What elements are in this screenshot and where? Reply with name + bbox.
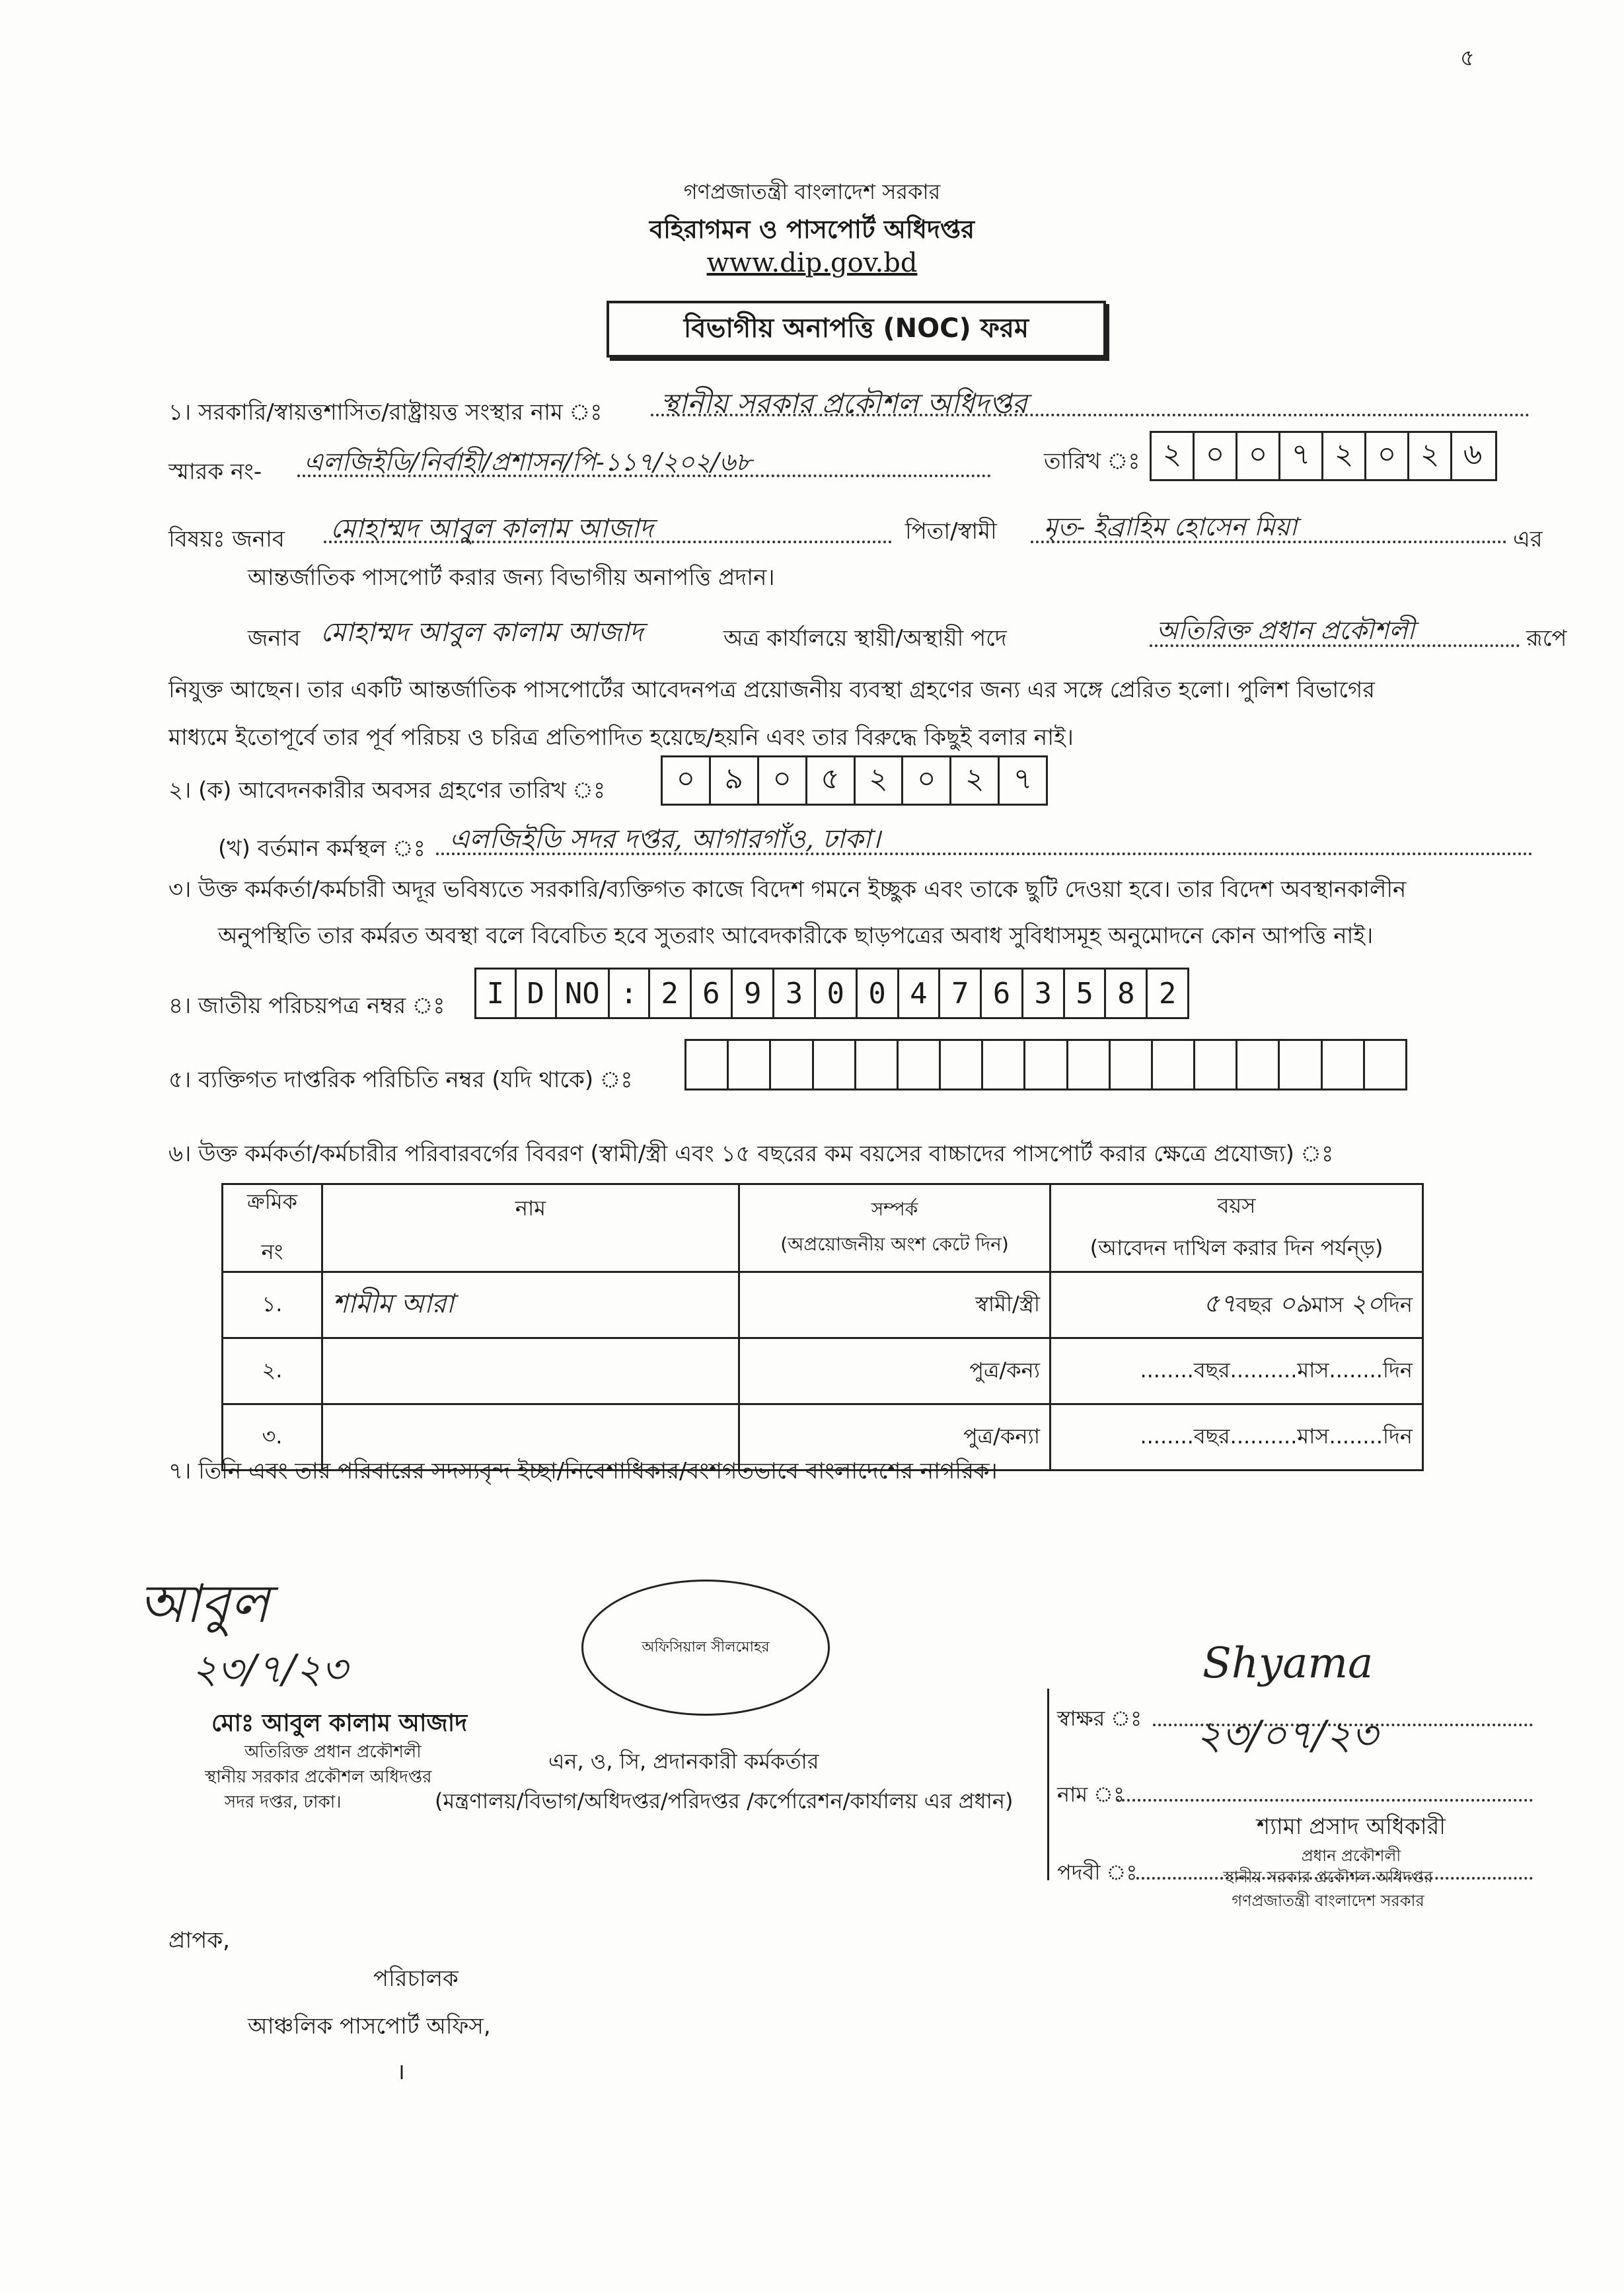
retire-date-boxes [661, 755, 1048, 806]
age-header [1051, 1184, 1423, 1272]
row-relation-text: স্বামী/স্ত্রী [975, 1291, 1040, 1317]
relation-header-2: (অপ্রয়োজনীয় অংশ কেটে দিন) [780, 1233, 1009, 1255]
retire-digit: ৫ [807, 757, 856, 804]
recipient-end: । [396, 2059, 405, 2085]
workplace-label: (খ) বর্তমান কর্মস্থল ঃ [218, 835, 425, 862]
body-suffix: রূপে [1526, 625, 1567, 652]
age-month-unit: মাস [1311, 1291, 1344, 1317]
row-serial: ১. [223, 1272, 322, 1338]
serial-header [223, 1184, 322, 1272]
memo-line [297, 475, 991, 477]
age-day-value: ২০ [1350, 1288, 1383, 1318]
nid-prefix-cell: I [476, 970, 517, 1017]
date-digit: ২ [1323, 433, 1366, 479]
issuer-post-stamp-3: গণপ্রজাতন্ত্রী বাংলাদেশ সরকার [1232, 1891, 1424, 1910]
retire-digit: ৭ [1013, 761, 1033, 796]
nid-digit: 2 [1158, 976, 1177, 1011]
recipient-office: আঞ্চলিক পাসপোর্ট অফিস, [248, 2013, 491, 2040]
age-month-unit: মাস [1297, 1357, 1329, 1383]
age-header-2: (আবেদন দাখিল করার দিন পর্যন্ড়) [1089, 1235, 1384, 1260]
age-month-unit: মাস [1297, 1423, 1329, 1449]
org-name-value: স্থানীয় সরকার প্রকৌশল অধিদপ্তর [661, 387, 1027, 420]
relation-header [739, 1184, 1051, 1272]
serial-header-2: নং [261, 1239, 283, 1264]
personal-id-cell [941, 1041, 983, 1089]
subject-name: মোহাম্মদ আবুল কালাম আজাদ [330, 514, 653, 544]
subject-name-line [324, 541, 892, 543]
personal-id-cell [1237, 1041, 1280, 1089]
row-relation [739, 1338, 1051, 1404]
date-digit: ৭ [1280, 433, 1323, 479]
personal-id-cell [771, 1041, 813, 1089]
subject-line2: আন্তর্জাতিক পাসপোর্ট করার জন্য বিভাগীয় অনাপত্তি প্রদান। [248, 564, 775, 591]
row-relation [739, 1272, 1051, 1338]
father-name: মৃত- ইব্রাহিম হোসেন মিয়া [1044, 512, 1298, 541]
recipient-title: পরিচালক [373, 1966, 459, 1992]
issuer-divider [1047, 1689, 1049, 1880]
seal-text: অফিসিয়াল সীলমোহর [642, 1638, 770, 1656]
retire-label: ২। (ক) আবেদনকারীর অবসর গ্রহণের তারিখ ঃ [168, 777, 606, 804]
recipient-label: প্রাপক, [168, 1927, 230, 1954]
memo-number: এলজিইডি/নির্বাহী/প্রশাসন/পি-১১৭/২০২/৬৮ [304, 447, 752, 477]
personal-id-cell [1111, 1041, 1153, 1089]
personal-id-cell [686, 1041, 729, 1089]
personal-id-cell [1153, 1041, 1195, 1089]
citizenship-statement: ৭। তিনি এবং তার পরিবারের সদস্যবৃন্দ ইচ্ছা/নিবেশাধিকার/বংশগতভাবে বাংলাদেশের নাগরিক। [168, 1458, 998, 1484]
serial-header-1: ক্রমিক [246, 1189, 298, 1214]
nid-digit: 3 [774, 970, 816, 1017]
issuer-post-stamp-1: প্রধান প্রকৌশলী [1301, 1847, 1401, 1865]
row-age [1051, 1272, 1423, 1338]
nid-digit: 4 [899, 970, 941, 1017]
date-digit: ০ [1195, 433, 1237, 479]
nid-label: ৪। জাতীয় পরিচয়পত্র নম্বর ঃ [168, 993, 445, 1019]
retire-digit: ০ [663, 757, 711, 804]
family-table [221, 1183, 1424, 1471]
memo-label: স্মারক নং- [168, 459, 262, 485]
nid-boxes [474, 968, 1189, 1019]
designation-line [1150, 644, 1520, 647]
name-header [322, 1184, 739, 1272]
nid-digit: 8 [1106, 970, 1148, 1017]
personal-id-cell [1068, 1041, 1111, 1089]
nid-digit: 9 [733, 970, 774, 1017]
name-label: নাম ঃ [1057, 1782, 1125, 1807]
row-age: ........বছর..........মাস........দিন [1051, 1404, 1423, 1471]
nid-digit: 2 [650, 970, 692, 1017]
date-digit: ২ [1409, 433, 1452, 479]
row-relation-text: পুত্র/কন্যা [963, 1423, 1040, 1449]
name-line [1117, 1799, 1533, 1802]
field3-line1: ৩। উক্ত কর্মকর্তা/কর্মচারী অদূর ভবিষ্যতে সরকারি/ব্যক্তিগত কাজে বিদেশ গমনে ইচ্ছুক এবং তাকে ছুটি দেওয়া হবে। তার বিদেশ অবস্থানকালীন [168, 876, 1407, 903]
personal-id-boxes [684, 1039, 1407, 1090]
retire-digit: ২ [951, 757, 1000, 804]
personal-id-cell [1280, 1041, 1322, 1089]
row-name: শামীম আরা [322, 1272, 739, 1338]
date-digit: ০ [1366, 433, 1409, 479]
nid-digit: 5 [1065, 970, 1107, 1017]
applicant-location: সদর দপ্তর, ঢাকা। [225, 1792, 342, 1812]
age-month-value: ০৯ [1278, 1288, 1312, 1318]
issuer-signature: Shyama [1202, 1639, 1374, 1688]
personal-id-cell [1025, 1041, 1068, 1089]
personal-id-cell [814, 1041, 856, 1089]
memo-date-boxes [1150, 431, 1497, 481]
page-mark: ৫ [1460, 45, 1475, 71]
post-label: পদবী ঃ [1057, 1860, 1138, 1885]
date-label: তারিখ ঃ [1044, 448, 1140, 475]
applicant-designation: অতিরিক্ত প্রধান প্রকৌশলী [244, 1742, 422, 1762]
subject-label: বিষয়ঃ জনাব [168, 526, 285, 553]
row-serial: ২. [223, 1338, 322, 1404]
official-seal [581, 1580, 830, 1716]
org-name-label: ১। সরকারি/স্বায়ত্তশাসিত/রাষ্ট্রায়ত্ত সংস্থার নাম ঃ [168, 399, 603, 426]
row-name [322, 1338, 739, 1404]
dept-name: বহিরাগমন ও পাসপোর্ট অধিদপ্তর [649, 215, 975, 244]
family-label: ৬। উক্ত কর্মকর্তা/কর্মচারীর পরিবারবর্গের বিবরণ (স্বামী/স্ত্রী এবং ১৫ বছরের কম বয়সের বাচ্চাদের পাসপোর্ট করার ক্ষেত্রে প্রযোজ্য) ঃ [168, 1141, 1334, 1167]
field3-line2: অনুপস্থিতি তার কর্মরত অবস্থা বলে বিবেচিত হবে সুতরাং আবেদকারীকে ছাড়পত্রের অবাধ সুবিধাসমূহ অনুমোদনে কোন আপত্তি নাই। [218, 923, 1374, 949]
family-row [223, 1338, 1423, 1404]
personal-id-cell [1365, 1041, 1405, 1089]
father-label: পিতা/স্বামী [905, 518, 997, 545]
retire-digit: ০ [903, 757, 951, 804]
sign-label: স্বাক্ষর ঃ [1057, 1706, 1142, 1731]
date-digit: ৬ [1463, 437, 1483, 471]
body-line3: মাধ্যমে ইতোপূর্বে তার পূর্ব পরিচয় ও চরিত্র প্রতিপাদিত হয়েছে/হয়নি এবং তার বিরুদ্ধে কিছুই বলার নাই। [168, 724, 1074, 751]
family-row [223, 1272, 1423, 1338]
subject-suffix: এর [1513, 526, 1543, 553]
nid-digit: 3 [1023, 970, 1065, 1017]
applicant-sign-date: ২৩/৭/২৩ [192, 1646, 348, 1693]
personal-id-cell [1323, 1041, 1365, 1089]
row-serial: ৩. [223, 1404, 322, 1471]
relation-header-1: সম্পর্ক [871, 1198, 918, 1220]
applicant-name: মোঃ আবুল কালাম আজাদ [211, 1710, 468, 1737]
nid-digit: 7 [940, 970, 982, 1017]
workplace-line [436, 853, 1533, 855]
age-year-unit: বছর [1236, 1291, 1273, 1317]
row-relation-text: পুত্র/কন্য [969, 1357, 1040, 1383]
workplace-value: এলজিইডি সদর দপ্তর, আগারগাঁও, ঢাকা। [449, 824, 881, 855]
issuer-line2: (মন্ত্রণালয়/বিভাগ/অধিদপ্তর/পরিদপ্তর /কর্পোরেশন/কার্যালয় এর প্রধান) [435, 1788, 1014, 1814]
personal-id-cell [729, 1041, 771, 1089]
nid-digit: 0 [858, 970, 899, 1017]
body-line2: নিযুক্ত আছেন। তার একটি আন্তর্জাতিক পাসপোর্টের আবেদনপত্র প্রয়োজনীয় ব্যবস্থা গ্রহণের জন্য এর সঙ্গে প্রেরিত হলো। পুলিশ বিভাগের [168, 677, 1375, 703]
nid-digit: 6 [982, 970, 1023, 1017]
nid-digit: 0 [816, 970, 858, 1017]
issuer-post-stamp-2: স্থানীয় সরকার প্রকৌশল অধিদপ্তর [1223, 1868, 1433, 1886]
issuer-line1: এন, ও, সি, প্রদানকারী কর্মকর্তার [548, 1749, 819, 1774]
applicant-office: স্থানীয় সরকার প্রকৌশল অধিদপ্তর [205, 1767, 432, 1787]
body-name: মোহাম্মদ আবুল কালাম আজাদ [320, 617, 644, 648]
retire-digit: ০ [759, 757, 807, 804]
personal-id-cell [983, 1041, 1025, 1089]
personal-id-cell [1195, 1041, 1237, 1089]
org-name-line [651, 414, 1530, 416]
body-middle: অত্র কার্যালয়ে স্থায়ী/অস্থায়ী পদে [723, 625, 1007, 652]
nid-prefix-cell: : [610, 970, 650, 1017]
nid-prefix-cell: D [517, 970, 557, 1017]
issuer-sign-date: ২৩/০৭/২৩ [1196, 1712, 1378, 1759]
age-header-1: বয়স [1217, 1193, 1256, 1218]
father-line [1031, 541, 1506, 543]
age-day-unit: দিন [1382, 1423, 1413, 1449]
personal-id-cell [856, 1041, 899, 1089]
body-prefix: জনাব [248, 625, 301, 652]
website-url: www.dip.gov.bd [706, 248, 918, 278]
form-title: বিভাগীয় অনাপত্তি (NOC) ফরম [607, 301, 1106, 358]
govt-name: গণপ্রজাতন্ত্রী বাংলাদেশ সরকার [683, 179, 941, 204]
issuer-name-stamp: শ্যামা প্রসাদ অধিকারী [1256, 1814, 1446, 1840]
retire-digit: ২ [856, 757, 904, 804]
date-digit: ০ [1237, 433, 1280, 479]
row-age: ........বছর..........মাস........দিন [1051, 1338, 1423, 1404]
age-year-unit: বছর [1193, 1357, 1230, 1383]
nid-digit: 6 [692, 970, 733, 1017]
date-digit: ২ [1152, 433, 1195, 479]
body-designation: অতিরিক্ত প্রধান প্রকৌশলী [1156, 616, 1415, 645]
age-day-unit: দিন [1382, 1357, 1413, 1383]
family-table-header [223, 1184, 1423, 1272]
personal-id-cell [899, 1041, 941, 1089]
age-day-unit: দিন [1382, 1291, 1413, 1317]
nid-prefix-cell: NO [557, 970, 610, 1017]
retire-digit: ৯ [711, 757, 759, 804]
name-header-text: নাম [515, 1196, 546, 1221]
age-year-unit: বছর [1193, 1423, 1230, 1449]
personal-id-label: ৫। ব্যক্তিগত দাপ্তরিক পরিচিতি নম্বর (যদি থাকে) ঃ [168, 1067, 633, 1093]
applicant-signature: আবুল [139, 1573, 270, 1634]
age-year-value: ৫৭ [1203, 1288, 1236, 1318]
